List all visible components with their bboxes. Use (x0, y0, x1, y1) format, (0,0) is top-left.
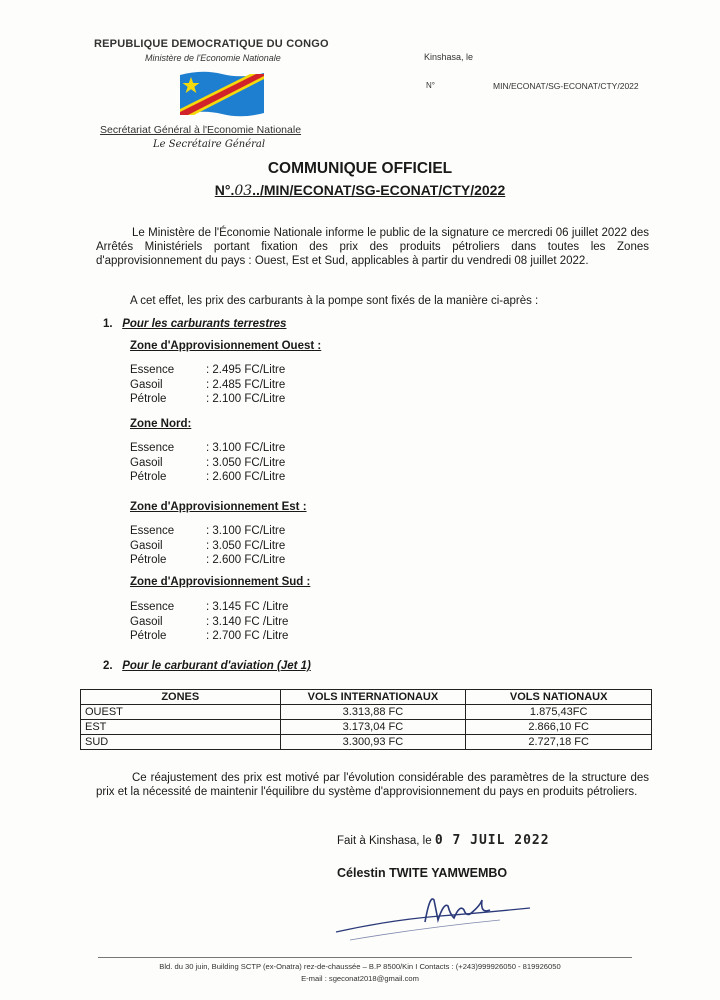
fait-label: Fait à Kinshasa, le (337, 835, 432, 847)
doc-number-prefix: N°. (214, 182, 235, 198)
fuel-label: Gasoil (130, 456, 163, 469)
section1-title: Pour les carburants terrestres (122, 318, 287, 330)
zone-title: Zone Nord: (130, 418, 192, 430)
fuel-label: Essence (130, 442, 175, 454)
table-row (81, 735, 652, 750)
footer-email: E-mail : sgeconat2018@gmail.com (301, 974, 419, 983)
fuel-price: : 2.600 FC/Litre (206, 471, 286, 484)
fuel-label: Pétrole (130, 471, 167, 484)
national-price-cell: 2.866,10 FC (466, 720, 652, 735)
zone-cell: OUEST (81, 705, 281, 720)
national-price-cell: 1.875,43FC (466, 705, 652, 720)
place-date-line (337, 833, 550, 848)
number-label: N° (426, 81, 435, 90)
section1-heading (103, 318, 286, 330)
fuel-label: Pétrole (130, 393, 167, 406)
fuel-price: : 2.100 FC/Litre (206, 393, 286, 406)
ministry-name: Ministère de l'Economie Nationale (145, 53, 281, 63)
city-date-label: Kinshasa, le (424, 52, 474, 62)
section2-title: Pour le carburant d'aviation (Jet 1) (122, 660, 311, 672)
international-price-cell: 3.300,93 FC (280, 735, 466, 750)
fuel-price: : 2.495 FC/Litre (206, 364, 286, 376)
fuel-label: Pétrole (130, 630, 167, 643)
international-price-cell: 3.313,88 FC (280, 705, 466, 720)
fuel-label: Essence (130, 525, 175, 537)
document-title: COMMUNIQUE OFFICIEL (267, 160, 453, 177)
signature-icon (330, 880, 540, 950)
doc-number-handwritten: 03 (234, 183, 253, 199)
zone-title: Zone d'Approvisionnement Est : (130, 501, 307, 513)
fuel-label: Gasoil (130, 378, 163, 391)
zone-prices (130, 524, 285, 568)
table-row (81, 705, 652, 720)
doc-number-suffix: ../MIN/ECONAT/SG-ECONAT/CTY/2022 (252, 182, 506, 198)
fuel-price: : 3.140 FC /Litre (206, 615, 289, 628)
fuel-label: Essence (130, 601, 175, 613)
price-row (130, 392, 285, 407)
secretary-title: Le Secrétaire Général (153, 139, 266, 150)
footer-address: Bld. du 30 juin, Building SCTP (ex-Onatra) rez-de-chaussée – B.P 8500/Kin I Contacts : (+243)999926050 - 819926050 (159, 962, 561, 971)
price-row (130, 539, 285, 554)
price-row (130, 615, 288, 630)
zone-title: Zone d'Approvisionnement Ouest : (130, 340, 322, 352)
drc-flag-icon (178, 69, 266, 119)
column-header: VOLS NATIONAUX (466, 690, 652, 705)
signer-name: Célestin TWITE YAMWEMBO (337, 866, 508, 880)
footer-divider (98, 957, 632, 958)
date-stamp: 0 7 JUIL 2022 (434, 833, 550, 848)
fuel-label: Gasoil (130, 539, 163, 552)
national-price-cell: 2.727,18 FC (466, 735, 652, 750)
lead-paragraph: A cet effet, les prix des carburants à la pompe sont fixés de la manière ci-après : (130, 295, 539, 307)
price-row (130, 363, 285, 378)
fuel-label: Essence (130, 364, 175, 376)
section1-number: 1. (103, 318, 113, 330)
fuel-price: : 3.050 FC/Litre (206, 539, 286, 552)
zone-cell: EST (81, 720, 281, 735)
price-row (130, 470, 285, 485)
fuel-price: : 3.145 FC /Litre (206, 601, 289, 613)
table-header-row (81, 690, 652, 705)
closing-paragraph: Ce réajustement des prix est motivé par l'évolution considérable des paramètres de la structure des prix et la nécessité de maintenir l'équilibre du système d'approvisionnement du pays en produits pétroliers. (96, 772, 649, 798)
section2-number: 2. (103, 660, 113, 672)
fuel-label: Pétrole (130, 554, 167, 567)
zone-prices (130, 441, 285, 485)
price-row (130, 629, 288, 644)
price-row (130, 553, 285, 568)
fuel-price: : 3.050 FC/Litre (206, 456, 286, 469)
zone-prices (130, 600, 288, 644)
reference-number: MIN/ECONAT/SG-ECONAT/CTY/2022 (493, 81, 639, 91)
price-row (130, 378, 285, 393)
fuel-label: Gasoil (130, 615, 163, 628)
aviation-price-table (80, 689, 652, 750)
fuel-price: : 2.600 FC/Litre (206, 554, 286, 567)
fuel-price: : 3.100 FC/Litre (206, 442, 286, 454)
fuel-price: : 2.485 FC/Litre (206, 378, 286, 391)
fuel-price: : 2.700 FC /Litre (206, 630, 289, 643)
zone-prices (130, 363, 285, 407)
zone-cell: SUD (81, 735, 281, 750)
fuel-price: : 3.100 FC/Litre (206, 525, 286, 537)
republic-title: REPUBLIQUE DEMOCRATIQUE DU CONGO (94, 38, 329, 50)
section2-heading (103, 660, 311, 672)
column-header: ZONES (81, 690, 281, 705)
document-number (0, 182, 720, 199)
price-row (130, 524, 285, 539)
intro-paragraph: Le Ministère de l'Économie Nationale informe le public de la signature ce mercredi 06 juillet 2022 des Arrêtés Ministériels portant fixation des prix des produits pétroliers dans toutes les Zones d'approvisionnement du pays : Ouest, Est et Sud, applicables à partir du vendredi 08 juillet 2022. (96, 227, 649, 267)
price-row (130, 600, 288, 615)
price-row (130, 441, 285, 456)
secretariat-name: Secrétariat Général à l'Economie Nationale (100, 124, 302, 136)
price-row (130, 456, 285, 471)
table-row (81, 720, 652, 735)
column-header: VOLS INTERNATIONAUX (280, 690, 466, 705)
international-price-cell: 3.173,04 FC (280, 720, 466, 735)
zone-title: Zone d'Approvisionnement Sud : (130, 576, 311, 588)
